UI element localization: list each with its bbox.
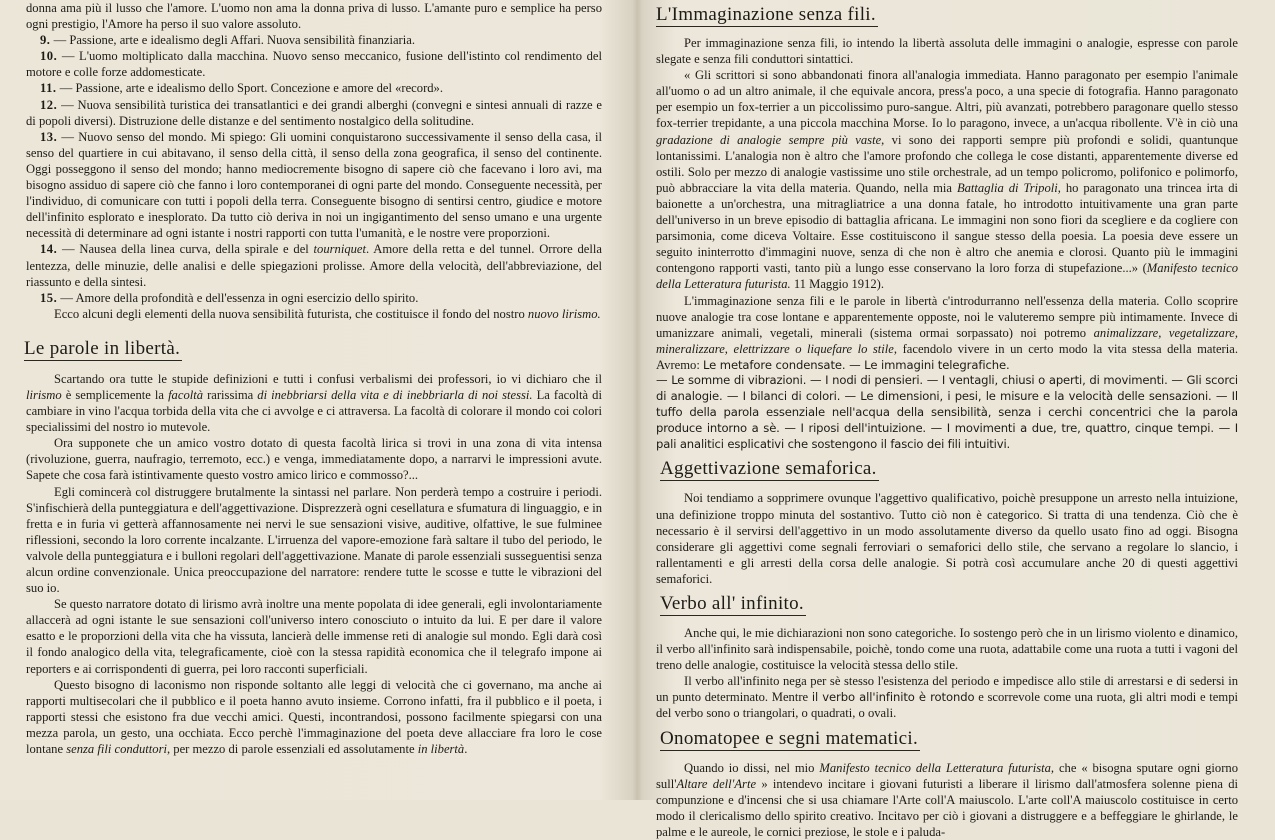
paragraph: Scartando ora tutte le stupide definizioni e tutti i confusi verbalismi dei professori, io vi dichiaro che il lirismo è semplicemente la facoltà rarissima di inebbriarsi della vita e di inebbriarla di noi stessi. La facoltà di cambiare in vino l'acqua torbida della vita che ci avvolge e ci attraversa. La facoltà di colorare il mondo coi colori specialissimi del nostro io mutevole.	[26, 371, 602, 435]
paragraph: donna ama più il lusso che l'amore. L'uomo non ama la donna priva di lusso. L'amante puro e semplice ha perso ogni prestigio, l'Amore ha perso il suo valore assoluto.	[26, 1, 602, 32]
paragraph: Noi tendiamo a sopprimere ovunque l'aggettivo qualificativo, poichè presuppone un arresto nella intuizione, una definizione troppo minuta del sostantivo. Tutto ciò non è categorico. Si tratta di una tendenza. Ciò che è necessario è il servirsi dell'aggettivo in un modo assolutamente diverso da quello usato fino ad oggi. Bisogna considerare gli aggettivi come segnali ferroviari o semaforici dello stile, che servano a regolare lo slancio, i rallentamenti e gli arresti della corsa delle analogie. Si potrà così accumulare anche 20 di questi aggettivi semaforici.	[656, 491, 1238, 586]
list-item: 13. — Nuovo senso del mondo. Mi spiego: Gli uomini conquistarono successivamente il senso della casa, il senso del quartiere in cui abitavano, il senso della città, il senso della zona geografica, il senso del continente. Oggi posseggono il senso del mondo; hanno mediocremente bisogno di sapere ciò che facevano i loro avi, ma bisogno assiduo di sapere ciò che fanno i loro contemporanei di ogni parte del mondo. Conseguente necessità, per l'individuo, di comunicare con tutti i popoli della terra. Conseguente bisogno di sentirsi centro, giudice e motore dell'infinito esplorato e inesplorato. Da tutto ciò deriva in noi un ingigantimento del senso umano e una urgente necessità di determinare ad ogni istante i nostri rapporti con tutta l'umanità, e le nostre vere proporzioni.	[26, 129, 602, 241]
list-item: 14. — Nausea della linea curva, della spirale e del tourniquet. Amore della retta e del tunnel. Orrore della lentezza, delle minuzie, delle analisi e delle spiegazioni prolisse. Amore della velocità, dell'abbreviazione, del riassunto e della sintesi.	[26, 242, 602, 289]
paragraph: Quando io dissi, nel mio Manifesto tecnico della Letteratura futurista, che « bisogna sputare ogni giorno sull'Altare dell'Arte » intendevo incitare i giovani futuristi a liberare il lirismo dall'atmosfera solenne piena di compunzione e d'incensi che si usa chiamare l'Arte coll'A maiuscolo. L'arte coll'A maiuscolo costituisce in certo modo il clericalismo dello spirito creativo. Incitavo per ciò i giovani a distruggere e a beffeggiare le ghirlande, le palme e le aureole, le cornici preziose, le stole e i paluda-	[656, 760, 1239, 839]
paragraph: Ora supponete che un amico vostro dotato di questa facoltà lirica si trovi in una zona di vita intensa (rivoluzione, guerra, naufragio, terremoto, ecc.) e venga, immediatamente dopo, a narrarvi le impressioni avute. Sapete che cosa farà istintivamente questo vostro amico lirico e commosso?...	[26, 436, 602, 483]
paragraph: Ecco alcuni degli elementi della nuova sensibilità futurista, che costituisce il fondo del nostro nuovo lirismo.	[54, 306, 601, 321]
section-heading: Le parole in libertà.	[24, 337, 181, 359]
sans-paragraph: — Le somme di vibrazioni. — I nodi di pensieri. — I ventagli, chiusi o aperti, di movimenti. — Gli scorci di analogie. — I bilanci di colori. — Le dimensioni, i pesi, le misure e la velocità delle sensazioni. — Il tuffo della parola essenziale nell'acqua della sensibilità, senza i cerchi concentrici che la parola produce intorno a sè. — I riposi dell'intuizione. — I movimenti a due, tre, quattro, cinque tempi. — I pali analitici esplicativi che sostengono il fascio dei fili intuitivi.	[656, 372, 1238, 452]
paragraph: Il verbo all'infinito nega per sè stesso l'esistenza del periodo e impedisce allo stile di arrestarsi e di sedersi in un punto determinato. Mentre il verbo all'infinito è rotondo e scorrevole come una ruota, gli altri modi e tempi del verbo sono o triangolari, o quadrati, o ovali.	[656, 674, 1238, 721]
paragraph: Anche qui, le mie dichiarazioni non sono categoriche. Io sostengo però che in un lirismo violento e dinamico, il verbo all'infinito sarà indispensabile, poichè, tondo come una ruota, adattabile come una ruota a tutti i vagoni del treno delle analogie, costituisce la velocità stessa dello stile.	[656, 626, 1238, 673]
list-item: 10. — L'uomo moltiplicato dalla macchina. Nuovo senso meccanico, fusione dell'istinto col rendimento del motore e colle forze addomesticate.	[26, 49, 602, 80]
paragraph: L'immaginazione senza fili e le parole in libertà c'introdurranno nell'essenza della materia. Collo scoprire nuove analogie tra cose lontane e apparentemente opposte, noi le valuteremo sempre più intimamente. Invece di umanizzare animali, vegetali, minerali (sistema ormai sorpassato) noi potremo animalizzare, vegetalizzare, mineralizzare, elettrizzare o liquefare lo stile, facendolo vivere in un certo modo la vita stessa della materia. Avremo: Le metafore condensate. — Le immagini telegrafiche.	[656, 293, 1239, 372]
list-item: 9. — Passione, arte e idealismo degli Affari. Nuova sensibilità finanziaria.	[40, 33, 415, 48]
section-heading: Aggettivazione semaforica.	[660, 458, 877, 480]
paragraph: Questo bisogno di laconismo non risponde soltanto alle leggi di velocità che ci governano, ma anche ai rapporti multisecolari che il pubblico e il poeta hanno avuto insieme. Corrono infatti, fra il pubblico e il poeta, i rapporti stessi che esistono fra due vecchi amici. Questi, incontrandosi, possono facilmente spiegarsi con una mezza parola, un gesto, una occhiata. Ecco perchè l'immaginazione del poeta deve allacciare fra loro le cose lontane senza fili conduttori, per mezzo di parole essenziali ed assolutamente in libertà.	[26, 677, 602, 757]
section-heading: Onomatopee e segni matematici.	[660, 727, 919, 749]
list-item: 11. — Passione, arte e idealismo dello Sport. Concezione e amore del «record».	[40, 81, 444, 96]
paragraph: Egli comincerà col distruggere brutalmente la sintassi nel parlare. Non perderà tempo a costruire i periodi. S'infischierà della punteggiatura e dell'aggettivazione. Disprezzerà ogni cesellatura e sfumatura di linguaggio, e in fretta e in furia vi getterà affannosamente nei nervi le sue sensazioni visive, auditive, olfattive, le sue fulminee riflessioni, secondo la loro corrente incalzante. L'irruenza del vapore-emozione farà saltare il tubo del periodo, le valvole della punteggiatura e i bulloni regolari dell'aggettivazione. Manate di parole essenziali susseguentisi senza alcun ordine convenzionale. Unica preoccupazione del narratore: rendere tutte le scosse e tutte le vibrazioni del suo io.	[26, 484, 602, 596]
sans-phrase: Le metafore condensate. — Le immagini telegrafiche.	[702, 357, 1010, 372]
paragraph: Se questo narratore dotato di lirismo avrà inoltre una mente popolata di idee generali, egli involontariamente allaccerà ad ogni istante le sue sensazioni coll'universo intero conosciuto o intuito da lui. E per dare il valore esatto e le proporzioni della vita che ha vissuta, lancierà delle immense reti di analogie sul mondo. Egli darà così il fondo analogico della vita, telegraficamente, cioè con la stessa rapidità economica che il telegrafo impone ai reporters e ai corrispondenti di guerra, pei loro racconti superficiali.	[26, 597, 602, 676]
list-item: 15. — Amore della profondità e dell'essenza in ogni esercizio dello spirito.	[40, 290, 419, 305]
paragraph: Per immaginazione senza fili, io intendo la libertà assoluta delle immagini o analogie, espresse con parole slegate e senza fili conduttori sintattici.	[656, 36, 1238, 67]
right-page	[656, 0, 1239, 839]
paragraph: « Gli scrittori si sono abbandonati finora all'analogia immediata. Hanno paragonato per esempio l'animale all'uomo o ad un altro animale, il che equivale ancora, press'a poco, a una specie di fotografia. Hanno paragonato per esempio un fox-terrier a un piccolissimo puro-sangue. Altri, più avanzati, potrebbero paragonare quello stesso fox-terrier trepidante, a una piccola macchina Morse. Io lo paragono, invece, a un'acqua ribollente. V'è in ciò una gradazione di analogie sempre più vaste, vi sono dei rapporti sempre più profondi e solidi, quantunque lontanissimi. L'analogia non è altro che l'amore profondo che collega le cose distanti, apparentemente diverse ed ostili. Solo per mezzo di analogie vastissime uno stile orchestrale, ad un tempo policromo, polifonico e polimorfo, può abbracciare la vita della materia. Quando, nella mia Battaglia di Tripoli, ho paragonato una trincea irta di baionette a un'orchestra, una mitragliatrice a una donna fatale, ho introdotto intuitivamente una gran parte dell'universo in un breve episodio di battaglia africana. Le immagini non sono fiori da scegliere e da cogliere con parsimonia, come diceva Voltaire. Esse costituiscono il sangue stesso della poesia. La poesia deve essere un seguito ininterrotto d'immagini nuove, senza di che non è altro che anemia e clorosi. Quanto più le immagini contengono rapporti vasti, tanto più a lungo esse conservano la loro forza di stupefazione...» (Manifesto tecnico della Letteratura futurista. 11 Maggio 1912).	[656, 68, 1238, 292]
sans-phrase: il verbo all'infinito è rotondo	[811, 690, 975, 705]
section-heading: L'Immaginazione senza fili.	[656, 4, 876, 25]
section-heading: Verbo all' infinito.	[660, 593, 804, 614]
list-item: 12. — Nuova sensibilità turistica dei transatlantici e dei grandi alberghi (convegni e sintesi annuali di razze e di popoli diversi). Distruzione delle distanze e del sentimento nostalgico della solitudine.	[26, 97, 602, 128]
left-page	[26, 0, 602, 800]
